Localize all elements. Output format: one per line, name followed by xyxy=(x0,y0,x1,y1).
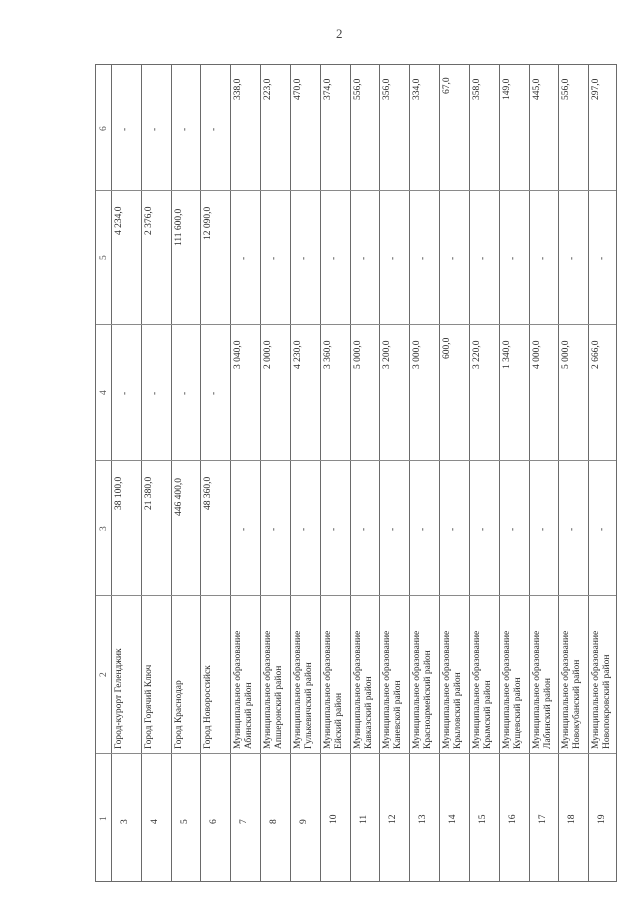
row-4-col5-text: 2 376,0 xyxy=(144,206,154,236)
row-9-number-text: 9 xyxy=(299,819,309,824)
row-divider xyxy=(499,65,500,881)
row-3-col3-text: 38 100,0 xyxy=(114,477,124,511)
row-18-col4-text: 5 000,0 xyxy=(561,340,571,370)
row-11-col3-text: - xyxy=(359,527,369,531)
row-divider xyxy=(558,65,559,881)
row-8-name-text: Муниципальное образование Апшеронский район xyxy=(263,630,284,749)
row-4-name-text: Город Горячий Ключ xyxy=(144,664,154,749)
row-6-col4-text: - xyxy=(209,391,219,395)
row-12-col5-text: - xyxy=(388,256,398,260)
row-14-col3-text: - xyxy=(448,527,458,531)
row-7-col4-text: 3 040,0 xyxy=(233,340,243,370)
row-divider xyxy=(529,65,530,881)
row-6-number-text: 6 xyxy=(209,819,219,824)
row-8-number-text: 8 xyxy=(269,819,279,824)
row-6-col6-text: - xyxy=(209,127,219,131)
row-14-col5-text: - xyxy=(448,256,458,260)
row-divider xyxy=(588,65,589,881)
row-divider xyxy=(290,65,291,881)
row-6-col5-text: 12 090,0 xyxy=(203,207,213,241)
row-12-col6-text: 356,0 xyxy=(382,78,392,100)
row-14-number-text: 14 xyxy=(448,814,458,824)
row-11-name-text: Муниципальное образование Кавказский район xyxy=(353,630,374,749)
row-divider xyxy=(141,65,142,881)
row-5-number-text: 5 xyxy=(180,819,190,824)
row-10-col5-text: - xyxy=(329,256,339,260)
row-8-col5-text: - xyxy=(269,256,279,260)
row-4-number-text: 4 xyxy=(150,819,160,824)
row-8-col3-text: - xyxy=(269,527,279,531)
row-4-col4-text: - xyxy=(150,391,160,395)
row-9-col3-text: - xyxy=(299,527,309,531)
row-15-col3-text: - xyxy=(478,527,488,531)
row-13-number-text: 13 xyxy=(418,814,428,824)
row-17-number-text: 17 xyxy=(538,814,548,824)
row-19-col4-text: 2 666,0 xyxy=(591,340,601,370)
row-9-col4-text: 4 230,0 xyxy=(293,340,303,370)
header-cell-text: 4 xyxy=(99,390,109,395)
row-divider xyxy=(439,65,440,881)
row-17-col3-text: - xyxy=(538,527,548,531)
row-15-col4-text: 3 220,0 xyxy=(472,340,482,370)
row-18-col3-text: - xyxy=(567,527,577,531)
row-15-col5-text: - xyxy=(478,256,488,260)
row-16-col4-text: 1 340,0 xyxy=(502,340,512,370)
row-divider xyxy=(111,65,112,881)
row-divider xyxy=(469,65,470,881)
row-5-col3-text: 446 400,0 xyxy=(174,477,184,516)
row-19-col6-text: 297,0 xyxy=(591,78,601,100)
row-11-col4-text: 5 000,0 xyxy=(353,340,363,370)
row-10-number-text: 10 xyxy=(329,814,339,824)
row-7-number-text: 7 xyxy=(239,819,249,824)
row-19-col5-text: - xyxy=(597,256,607,260)
row-12-number-text: 12 xyxy=(388,814,398,824)
row-7-col5-text: - xyxy=(239,256,249,260)
header-cell-text: 6 xyxy=(99,126,109,131)
row-divider xyxy=(200,65,201,881)
row-15-col6-text: 358,0 xyxy=(472,78,482,100)
data-table xyxy=(95,64,617,882)
row-12-name-text: Муниципальное образование Каневской район xyxy=(382,630,403,749)
row-9-col5-text: - xyxy=(299,256,309,260)
row-13-col4-text: 3 000,0 xyxy=(412,340,422,370)
row-3-col5-text: 4 234,0 xyxy=(114,206,124,236)
row-13-col3-text: - xyxy=(418,527,428,531)
row-14-col6-text: 67,0 xyxy=(442,77,452,95)
row-16-name-text: Муниципальное образование Кущевский район xyxy=(502,630,523,749)
row-14-name-text: Муниципальное образование Крыловский район xyxy=(442,630,463,749)
row-9-col6-text: 470,0 xyxy=(293,78,303,100)
row-3-col6-text: - xyxy=(120,127,130,131)
row-11-col6-text: 556,0 xyxy=(353,78,363,100)
row-7-col3-text: - xyxy=(239,527,249,531)
row-divider xyxy=(379,65,380,881)
header-cell-text: 3 xyxy=(99,526,109,531)
column-divider xyxy=(96,190,616,191)
row-3-col4-text: - xyxy=(120,391,130,395)
row-19-number-text: 19 xyxy=(597,814,607,824)
row-13-name-text: Муниципальное образование Красноармейский район xyxy=(412,630,433,749)
column-divider xyxy=(96,460,616,461)
row-5-col4-text: - xyxy=(180,391,190,395)
header-cell-text: 2 xyxy=(99,672,109,677)
row-divider xyxy=(409,65,410,881)
row-5-col5-text: 111 600,0 xyxy=(174,208,184,246)
row-10-col3-text: - xyxy=(329,527,339,531)
row-7-name-text: Муниципальное образование Абинский район xyxy=(233,630,254,749)
row-16-number-text: 16 xyxy=(508,814,518,824)
header-cell-text: 1 xyxy=(99,816,109,821)
row-15-number-text: 15 xyxy=(478,814,488,824)
row-18-name-text: Муниципальное образование Новокубанский район xyxy=(561,630,582,749)
row-4-col6-text: - xyxy=(150,127,160,131)
row-5-col6-text: - xyxy=(180,127,190,131)
row-divider xyxy=(260,65,261,881)
row-10-col4-text: 3 360,0 xyxy=(323,340,333,370)
row-13-col6-text: 334,0 xyxy=(412,78,422,100)
row-6-name-text: Город Новороссийск xyxy=(203,665,213,749)
row-19-name-text: Муниципальное образование Новопокровский район xyxy=(591,630,612,749)
row-12-col3-text: - xyxy=(388,527,398,531)
row-18-number-text: 18 xyxy=(567,814,577,824)
row-13-col5-text: - xyxy=(418,256,428,260)
row-10-name-text: Муниципальное образование Ейский район xyxy=(323,630,344,749)
row-9-name-text: Муниципальное образование Гулькевичский район xyxy=(293,630,314,749)
row-11-number-text: 11 xyxy=(359,814,369,824)
row-11-col5-text: - xyxy=(359,256,369,260)
row-14-col4-text: 600,0 xyxy=(442,337,452,359)
column-divider xyxy=(96,595,616,596)
row-6-col3-text: 48 360,0 xyxy=(203,477,213,511)
row-19-col3-text: - xyxy=(597,527,607,531)
row-3-number-text: 3 xyxy=(120,819,130,824)
row-4-col3-text: 21 380,0 xyxy=(144,477,154,511)
row-16-col6-text: 149,0 xyxy=(502,78,512,100)
row-3-name-text: Город-курорт Геленджик xyxy=(114,648,124,749)
row-divider xyxy=(320,65,321,881)
row-8-col4-text: 2 000,0 xyxy=(263,340,273,370)
row-5-name-text: Город Краснодар xyxy=(174,680,184,749)
row-12-col4-text: 3 200,0 xyxy=(382,340,392,370)
row-17-name-text: Муниципальное образование Лабинский район xyxy=(532,630,553,749)
row-7-col6-text: 338,0 xyxy=(233,78,243,100)
header-cell-text: 5 xyxy=(99,255,109,260)
row-divider xyxy=(230,65,231,881)
row-divider xyxy=(350,65,351,881)
page-number: 2 xyxy=(336,26,343,41)
row-17-col4-text: 4 000,0 xyxy=(532,340,542,370)
row-8-col6-text: 223,0 xyxy=(263,78,273,100)
row-16-col3-text: - xyxy=(508,527,518,531)
column-divider xyxy=(96,324,616,325)
row-18-col5-text: - xyxy=(567,256,577,260)
column-divider xyxy=(96,753,616,754)
row-17-col6-text: 445,0 xyxy=(532,78,542,100)
row-15-name-text: Муниципальное образование Крымский район xyxy=(472,630,493,749)
row-17-col5-text: - xyxy=(538,256,548,260)
row-18-col6-text: 556,0 xyxy=(561,78,571,100)
row-10-col6-text: 374,0 xyxy=(323,78,333,100)
row-16-col5-text: - xyxy=(508,256,518,260)
row-divider xyxy=(171,65,172,881)
